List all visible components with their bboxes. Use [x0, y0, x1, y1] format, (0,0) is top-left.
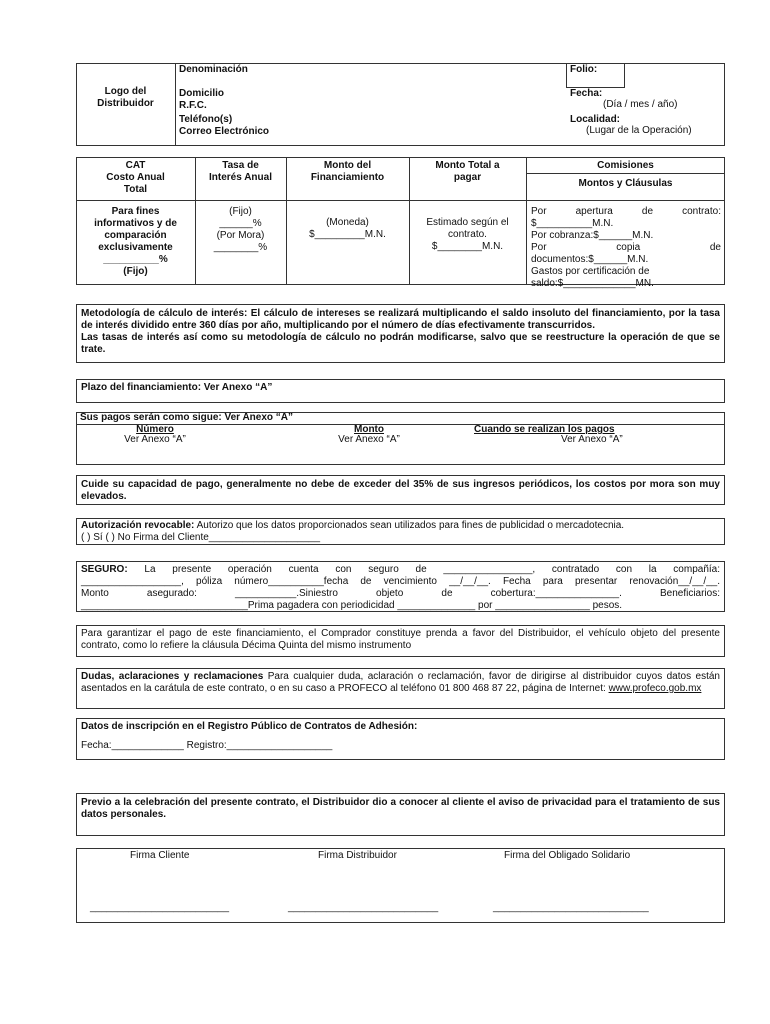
plazo-box — [76, 379, 725, 403]
localidad-label: Localidad: — [570, 114, 621, 125]
comision-apertura-monto: $__________M.N. — [531, 218, 614, 229]
dudas-label: Dudas, aclaraciones y reclamaciones — [81, 671, 264, 682]
seguro-box — [76, 561, 725, 612]
firma-obligado-line: ____________________________ — [493, 902, 649, 913]
privacidad-box — [76, 793, 725, 836]
registro-title: Datos de inscripción en el Registro Público de Contratos de Adhesión: — [81, 721, 418, 732]
monto-header: Monto del Financiamiento — [310, 160, 385, 183]
autorizacion-text: Autorizo que los datos proporcionados sean utilizados para fines de publicidad o mercadotecnia. — [194, 520, 625, 531]
monto-total-header: Monto Total a pagar — [435, 160, 500, 183]
correo-label: Correo Electrónico — [179, 126, 270, 137]
montos-divider — [526, 200, 725, 201]
folio-label: Folio: — [570, 64, 598, 75]
garantia-box — [76, 625, 725, 657]
rfc-label: R.F.C. — [179, 100, 207, 111]
firma-obligado-label: Firma del Obligado Solidario — [504, 850, 631, 861]
pagos-numero-header: Número — [136, 424, 174, 435]
firma-cliente-line: _________________________ — [90, 902, 230, 913]
cuide-box — [76, 475, 725, 505]
firma-distribuidor-line: ___________________________ — [288, 902, 439, 913]
autorizacion-label: Autorización revocable: — [81, 520, 195, 531]
domicilio-label: Domicilio — [179, 88, 225, 99]
autorizacion-options: ( ) Sí ( ) No Firma del Cliente____________________ — [81, 532, 321, 543]
localidad-desc: (Lugar de la Operación) — [586, 125, 692, 136]
comision-apertura: Por apertura de contrato: — [531, 206, 721, 217]
summary-col-divider-4 — [526, 157, 527, 285]
pagos-cuando-header: Cuando se realizan los pagos — [474, 424, 615, 435]
tasa-header: Tasa de Interés Anual — [209, 160, 272, 183]
comisiones-header: Comisiones — [597, 160, 654, 171]
fecha-formato: (Día / mes / año) — [603, 99, 678, 110]
registro-box — [76, 718, 725, 760]
fecha-label: Fecha: — [570, 88, 603, 99]
monto-value: (Moneda) $_________M.N. — [309, 217, 386, 240]
registro-line: Fecha:_____________ Registro:___________________ — [81, 740, 333, 751]
comision-cobranza: Por cobranza:$______M.N. — [531, 230, 654, 241]
firma-cliente-label: Firma Cliente — [130, 850, 190, 861]
plazo-text: Plazo del financiamiento: Ver Anexo “A” — [81, 382, 273, 393]
comision-saldo: saldo:$_____________MN. — [531, 278, 654, 289]
seguro-line-3: Monto asegurado: ___________.Siniestro objeto de cobertura:_______________. Beneficiarios: — [81, 588, 720, 599]
tasa-value: (Fijo) ______% (Por Mora) ________% — [213, 206, 268, 253]
telefono-label: Teléfono(s) — [179, 114, 233, 125]
seguro-line-2: __________________, póliza número__________fecha de vencimiento __/__/__. Fecha para presentar renovación__/__/__. — [81, 576, 720, 587]
cat-value: Para fines informativos y de comparación exclusivamente __________% (Fijo) — [94, 206, 177, 277]
dudas-box — [76, 668, 725, 709]
dudas-text: Para cualquier duda, aclaración o reclamación, favor de dirigirse al distribuidor cuyos datos están asentados en la carátula de este contrato, o en su caso a PROFECO al teléfono 01 800 468 87 22, página de Internet: — [81, 671, 720, 694]
pagos-title: Sus pagos serán como sigue: Ver Anexo “A” — [80, 412, 294, 423]
comision-documentos: documentos:$______M.N. — [531, 254, 649, 265]
comision-copia: Por copia de — [531, 242, 721, 253]
metodologia-box — [76, 304, 725, 363]
privacidad-text: Previo a la celebración del presente contrato, el Distribuidor dio a conocer al cliente el aviso de privacidad para el tratamiento de sus datos personales. — [81, 797, 720, 820]
pagos-cuando-value: Ver Anexo “A” — [561, 434, 623, 445]
firma-distribuidor-label: Firma Distribuidor — [318, 850, 397, 861]
metodologia-text-2: Las tasas de interés así como su metodología de cálculo no podrán modificarse, salvo que se reestructure la operación de que se trate. — [81, 332, 720, 355]
logo-divider — [175, 63, 176, 146]
seguro-line-1: La presente operación cuenta con seguro de ________________, contratado con la compañía: — [127, 564, 720, 575]
profeco-link[interactable]: www.profeco.gob.mx — [608, 683, 702, 694]
garantia-text: Para garantizar el pago de este financiamiento, el Comprador constituye prenda a favor del Distribuidor, el vehículo objeto del presente contrato, como lo refiere la cláusula Décima Quinta del mismo instrumento — [81, 628, 720, 651]
comisiones-list — [531, 206, 721, 290]
seguro-line-4: ______________________________Prima pagadera con periodicidad ______________ por _________________ pesos. — [81, 600, 623, 611]
comision-gastos: Gastos por certificación de — [531, 266, 650, 277]
denominacion-label: Denominación — [179, 64, 248, 75]
seguro-label: SEGURO: — [81, 564, 128, 575]
summary-header-divider — [76, 200, 526, 201]
pagos-numero-value: Ver Anexo “A” — [124, 434, 186, 445]
autorizacion-box — [76, 518, 725, 545]
pagos-monto-header: Monto — [354, 424, 384, 435]
monto-total-value: Estimado según el contrato. $________M.N. — [426, 217, 509, 252]
montos-clausulas-header: Montos y Cláusulas — [578, 178, 673, 189]
metodologia-text: Metodología de cálculo de interés: El cálculo de intereses se realizará multiplicando el saldo insoluto del financiamiento, por la tasa de interés dividido entre 360 días por año, multiplicando por el número de días efectivamente transcurridos. — [81, 308, 720, 331]
cat-header: CAT Costo Anual Total — [106, 160, 165, 195]
logo-placeholder: Logo del Distribuidor — [97, 86, 154, 109]
pagos-monto-value: Ver Anexo “A” — [338, 434, 400, 445]
comisiones-divider — [526, 173, 725, 174]
cuide-text: Cuide su capacidad de pago, generalmente no debe de exceder del 35% de sus ingresos periódicos, los costos por mora son muy elevados. — [81, 479, 720, 502]
